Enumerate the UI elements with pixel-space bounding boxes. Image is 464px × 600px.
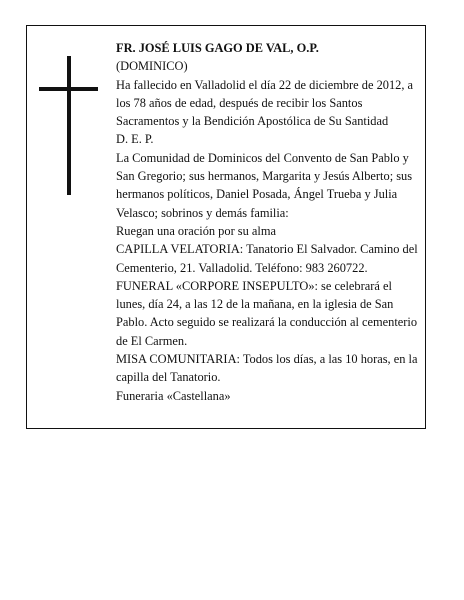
funeral-info: FUNERAL «CORPORE INSEPULTO»: se celebrará el lunes, día 24, a las 12 de la mañana, en la iglesia de San Pablo. Acto seguido se realizará la conducción al cementerio de El Carmen. bbox=[116, 278, 418, 348]
notice-text bbox=[116, 39, 422, 405]
cross-vertical-bar bbox=[67, 56, 71, 195]
obituary-notice bbox=[26, 25, 426, 429]
rest-in-peace: D. E. P. bbox=[116, 132, 154, 147]
prayer-request: Ruegan una oración por su alma bbox=[116, 223, 276, 238]
wake-chapel-info: CAPILLA VELATORIA: Tanatorio El Salvador. Camino del Cementerio, 21. Valladolid. Teléfono: 983 260722. bbox=[116, 242, 418, 275]
mass-info: MISA COMUNITARIA: Todos los días, a las 10 horas, en la capilla del Tanatorio. bbox=[116, 352, 418, 385]
family-list: La Comunidad de Dominicos del Convento de San Pablo y San Gregorio; sus hermanos, Margarita y Jesús Alberto; sus hermanos políticos, Daniel Posada, Ángel Trueba y Julia Velasco; sobrinos y demás familia: bbox=[116, 150, 413, 220]
cross-horizontal-bar bbox=[39, 87, 98, 91]
funeral-home: Funeraria «Castellana» bbox=[116, 388, 231, 403]
deceased-name: FR. JOSÉ LUIS GAGO DE VAL, O.P. bbox=[116, 41, 319, 55]
religious-order: (DOMINICO) bbox=[116, 59, 188, 74]
death-announcement: Ha fallecido en Valladolid el día 22 de diciembre de 2012, a los 78 años de edad, después de recibir los Santos Sacramentos y la Bendición Apostólica de Su Santidad bbox=[116, 77, 414, 129]
